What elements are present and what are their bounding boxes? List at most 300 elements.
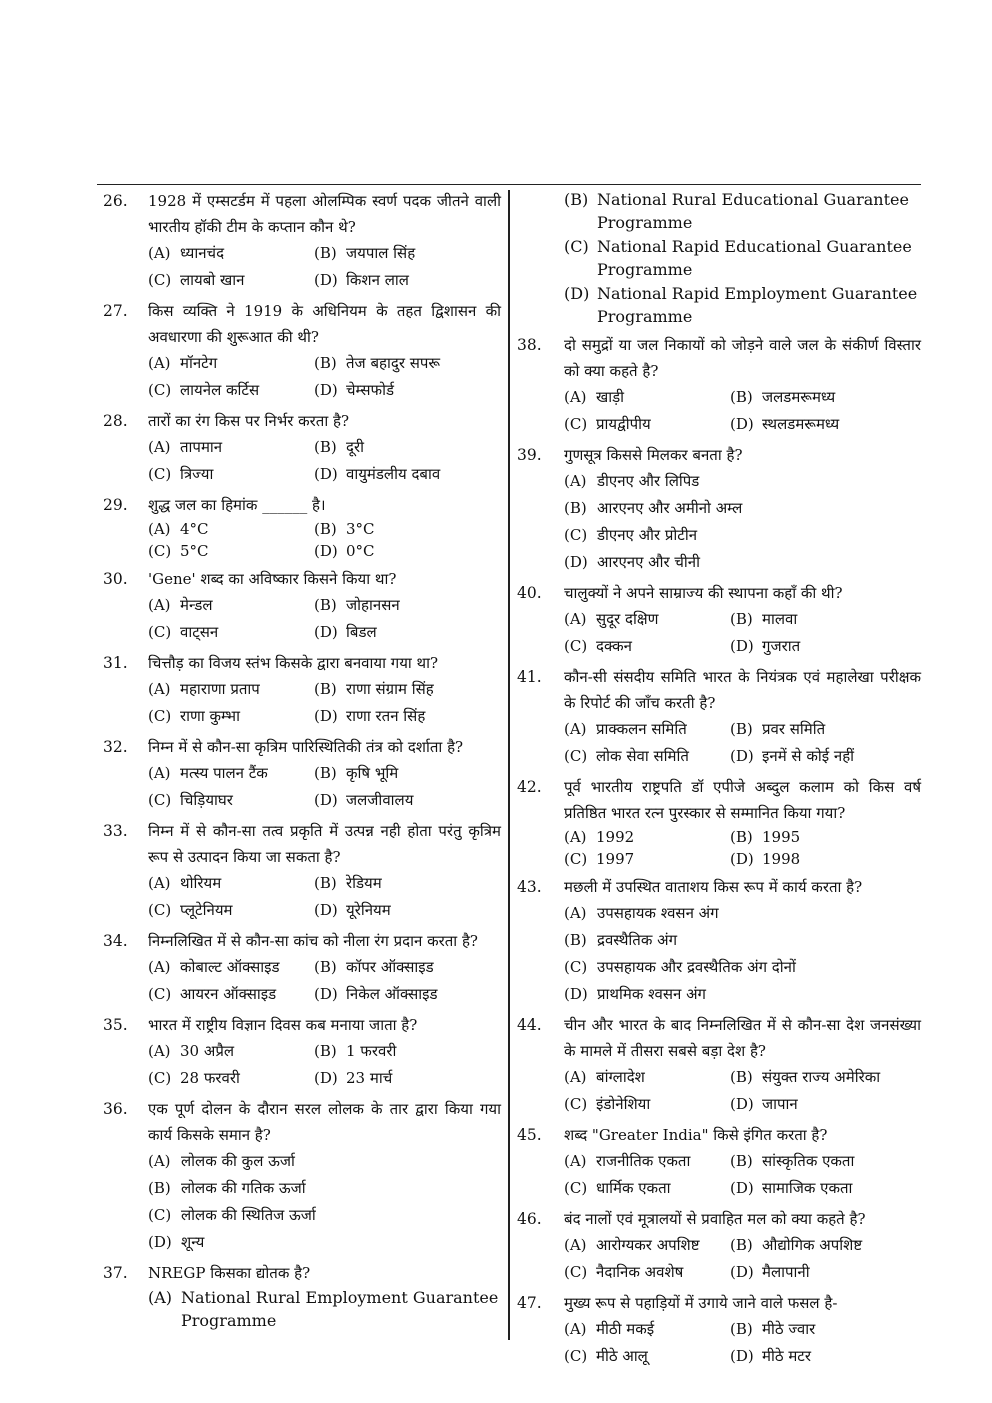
option[interactable]	[564, 282, 921, 328]
options-grid	[148, 518, 501, 562]
option[interactable]	[148, 676, 314, 703]
option-label: (A)	[148, 1152, 171, 1170]
option-label: (C)	[564, 1263, 588, 1281]
question-text: पूर्व भारतीय राष्ट्रपति डॉ एपीजे अब्दुल कलाम को किस वर्ष प्रतिष्ठित भारत रत्न पुरस्कार से सम्मानित किया गया?	[564, 778, 921, 822]
option-label: (D)	[730, 850, 754, 868]
option[interactable]	[148, 1229, 501, 1256]
option[interactable]	[564, 1175, 730, 1202]
option[interactable]	[730, 1232, 921, 1259]
question	[513, 1012, 921, 1118]
option-text: जोहानसन	[346, 596, 400, 614]
option[interactable]	[564, 235, 921, 281]
option[interactable]	[564, 716, 730, 743]
question-number: 33.	[103, 822, 128, 840]
question	[97, 492, 501, 562]
option-label: (A)	[148, 596, 171, 614]
option-label: (D)	[314, 465, 338, 483]
option[interactable]	[314, 540, 501, 562]
option-label: (B)	[730, 720, 753, 738]
question-text: चीन और भारत के बाद निम्नलिखित में से कौन-सा देश जनसंख्या के मामले में तीसरा सबसे बड़ा देश है?	[564, 1016, 921, 1060]
option[interactable]	[314, 1065, 501, 1092]
option[interactable]	[730, 1343, 921, 1370]
option[interactable]	[148, 897, 314, 924]
question-number: 47.	[517, 1294, 542, 1312]
option[interactable]	[148, 540, 314, 562]
option-label: (B)	[314, 1042, 337, 1060]
option-text: वायुमंडलीय दबाव	[346, 465, 441, 483]
option-text: राणा रतन सिंह	[346, 707, 426, 725]
option-text: जलजीवालय	[346, 791, 414, 809]
option-label: (B)	[314, 354, 337, 372]
option-label: (A)	[148, 764, 171, 782]
option[interactable]	[564, 384, 730, 411]
option-label: (B)	[730, 388, 753, 406]
option-text: निकेल ऑक्साइड	[346, 985, 438, 1003]
option-text: यूरेनियम	[346, 901, 391, 919]
question-text: चालुक्यों ने अपने साम्राज्य की स्थापना कहाँ की थी?	[564, 584, 843, 602]
option-label: (A)	[148, 438, 171, 456]
option-label: (D)	[314, 707, 338, 725]
question-number: 40.	[517, 584, 542, 602]
question	[513, 332, 921, 438]
option-text: मीठे मटर	[762, 1347, 812, 1365]
option-text: 28 फरवरी	[180, 1069, 240, 1087]
option-text: National Rapid Employment Guarantee Programme	[597, 284, 918, 326]
question-text: चित्तौड़ का विजय स्तंभ किसके द्वारा बनवाया गया था?	[148, 654, 439, 672]
option[interactable]	[314, 760, 501, 787]
option[interactable]	[314, 787, 501, 814]
option-text: मालवा	[762, 610, 798, 628]
option-text: 3°C	[346, 520, 375, 538]
option-label: (A)	[564, 1152, 587, 1170]
option-label: (C)	[148, 707, 172, 725]
option-text: कोबाल्ट ऑक्साइड	[180, 958, 280, 976]
option-label: (A)	[148, 680, 171, 698]
option[interactable]	[564, 606, 730, 633]
option-text: राणा कुम्भा	[180, 707, 240, 725]
question-text: निम्नलिखित में से कौन-सा कांच को नीला रंग प्रदान करता है?	[148, 932, 478, 950]
question-text: 1928 में एम्सटर्डम में पहला ओलम्पिक स्वर्ण पदक जीतने वाली भारतीय हॉकी टीम के कप्तान कौन थे?	[148, 192, 501, 236]
option-text: प्रवर समिति	[762, 720, 826, 738]
option-text: शून्य	[181, 1233, 205, 1251]
option-text: 1 फरवरी	[346, 1042, 397, 1060]
option-label: (D)	[730, 1095, 754, 1113]
option-label: (A)	[564, 1236, 587, 1254]
option-label: (C)	[564, 958, 588, 976]
options-grid	[148, 954, 501, 1008]
option-text: उपसहायक श्वसन अंग	[597, 904, 719, 922]
question-number: 37.	[103, 1264, 128, 1282]
question-number: 30.	[103, 570, 128, 588]
option-text: थोरियम	[180, 874, 222, 892]
option-text: सुदूर दक्षिण	[596, 610, 659, 628]
option[interactable]	[148, 981, 314, 1008]
option-text: प्राक्कलन समिति	[596, 720, 687, 738]
option-label: (A)	[564, 388, 587, 406]
options-grid	[148, 676, 501, 730]
options-grid	[564, 1232, 921, 1286]
option[interactable]	[564, 188, 921, 234]
question-number: 45.	[517, 1126, 542, 1144]
question-number: 26.	[103, 192, 128, 210]
option[interactable]	[148, 703, 314, 730]
question	[97, 734, 501, 814]
question-text: तारों का रंग किस पर निर्भर करता है?	[148, 412, 350, 430]
options-grid	[564, 384, 921, 438]
column-divider	[508, 190, 510, 1340]
option-text: राणा संग्राम सिंह	[346, 680, 434, 698]
option[interactable]	[148, 1286, 501, 1332]
option-label: (A)	[564, 1068, 587, 1086]
option-label: (C)	[564, 237, 589, 256]
option[interactable]	[564, 495, 921, 522]
option-text: आयरन ऑक्साइड	[180, 985, 277, 1003]
option[interactable]	[148, 787, 314, 814]
option-text: जापान	[762, 1095, 798, 1113]
option-text: मत्स्य पालन टैंक	[180, 764, 268, 782]
option-label: (C)	[564, 850, 588, 868]
option-label: (B)	[314, 874, 337, 892]
option-label: (B)	[564, 190, 589, 209]
option-label: (B)	[564, 931, 587, 949]
option-label: (A)	[564, 828, 587, 846]
option[interactable]	[148, 1148, 501, 1175]
option-text: आरएनए और चीनी	[597, 553, 701, 571]
option-text: महाराणा प्रताप	[180, 680, 260, 698]
option-label: (C)	[148, 271, 172, 289]
option-label: (B)	[730, 1236, 753, 1254]
question	[97, 1012, 501, 1092]
option-text: चिड़ियाघर	[180, 791, 233, 809]
option[interactable]	[314, 1038, 501, 1065]
option[interactable]	[314, 870, 501, 897]
option-label: (B)	[730, 1320, 753, 1338]
option[interactable]	[564, 1343, 730, 1370]
option-text: 1995	[762, 828, 801, 846]
option[interactable]	[314, 240, 501, 267]
option-label: (C)	[564, 1347, 588, 1365]
question	[97, 818, 501, 924]
option[interactable]	[314, 461, 501, 488]
option-label: (D)	[730, 1179, 754, 1197]
option[interactable]	[564, 468, 921, 495]
option-text: मीठे ज्वार	[762, 1320, 816, 1338]
option-label: (C)	[564, 637, 588, 655]
options-grid	[564, 1316, 921, 1370]
option[interactable]	[148, 870, 314, 897]
options-grid	[148, 870, 501, 924]
option-text: वाट्सन	[180, 623, 219, 641]
option[interactable]	[564, 954, 921, 981]
question-text: गुणसूत्र किससे मिलकर बनता है?	[564, 446, 743, 464]
option-text: डीएनए और लिपिड	[597, 472, 700, 490]
option[interactable]	[730, 826, 921, 848]
option-label: (C)	[148, 381, 172, 399]
option-label: (B)	[314, 764, 337, 782]
option-label: (B)	[730, 1068, 753, 1086]
question-number: 28.	[103, 412, 128, 430]
option-label: (C)	[564, 1179, 588, 1197]
option[interactable]	[730, 848, 921, 870]
option-text: रेडियम	[346, 874, 382, 892]
option-text: 1998	[762, 850, 801, 868]
option-text: 5°C	[180, 542, 209, 560]
options-grid	[564, 606, 921, 660]
option-label: (C)	[564, 747, 588, 765]
option-text: ध्यानचंद	[180, 244, 225, 262]
option-text: त्रिज्या	[180, 465, 214, 483]
option[interactable]	[314, 703, 501, 730]
option-text: जलडमरूमध्य	[762, 388, 836, 406]
option[interactable]	[564, 1232, 730, 1259]
left-column	[97, 188, 501, 1336]
question-text: शब्द "Greater India" किसे इंगित करता है?	[564, 1126, 828, 1144]
option[interactable]	[564, 549, 921, 576]
option[interactable]	[564, 900, 921, 927]
question-text: निम्न में से कौन-सा कृत्रिम पारिस्थितिकी तंत्र को दर्शाता है?	[148, 738, 464, 756]
option-label: (D)	[148, 1233, 172, 1251]
option[interactable]	[564, 411, 730, 438]
option-text: चेम्सफोर्ड	[346, 381, 395, 399]
option-label: (D)	[314, 381, 338, 399]
option[interactable]	[314, 676, 501, 703]
option-text: मॉनटेग	[180, 354, 218, 372]
option-label: (D)	[730, 747, 754, 765]
option[interactable]	[730, 384, 921, 411]
option-label: (D)	[314, 623, 338, 641]
option-text: राजनीतिक एकता	[596, 1152, 691, 1170]
option-label: (D)	[314, 1069, 338, 1087]
option-text: किशन लाल	[346, 271, 409, 289]
option-text: National Rapid Educational Guarantee Programme	[597, 237, 912, 279]
question-number: 31.	[103, 654, 128, 672]
option[interactable]	[564, 848, 730, 870]
option-text: लोक सेवा समिति	[596, 747, 689, 765]
question-text: कौन-सी संसदीय समिति भारत के नियंत्रक एवं महालेखा परीक्षक के रिपोर्ट की जाँच करती है?	[564, 668, 921, 712]
option-text: National Rural Employment Guarantee Programme	[181, 1288, 499, 1330]
question	[97, 928, 501, 1008]
question	[513, 442, 921, 576]
option[interactable]	[314, 592, 501, 619]
question	[513, 1206, 921, 1286]
option[interactable]	[730, 1175, 921, 1202]
question-number: 46.	[517, 1210, 542, 1228]
question	[513, 774, 921, 870]
option-label: (D)	[730, 415, 754, 433]
question-number: 43.	[517, 878, 542, 896]
option-text: प्लूटेनियम	[180, 901, 233, 919]
question-text: मछली में उपस्थित वाताशय किस रूप में कार्य करता है?	[564, 878, 863, 896]
option-label: (D)	[730, 1263, 754, 1281]
option-text: मैलापानी	[762, 1263, 810, 1281]
option[interactable]	[564, 743, 730, 770]
option[interactable]	[564, 633, 730, 660]
option[interactable]	[314, 981, 501, 1008]
option[interactable]	[730, 716, 921, 743]
option[interactable]	[148, 267, 314, 294]
option[interactable]	[148, 954, 314, 981]
options-grid	[564, 1148, 921, 1202]
option-label: (A)	[564, 1320, 587, 1338]
option[interactable]	[564, 826, 730, 848]
question-text: एक पूर्ण दोलन के दौरान सरल लोलक के तार द्वारा किया गया कार्य किसके समान है?	[148, 1100, 501, 1144]
question	[513, 1290, 921, 1370]
option-text: धार्मिक एकता	[596, 1179, 671, 1197]
question-text: किस व्यक्ति ने 1919 के अधिनियम के तहत द्विशासन की अवधारणा की शुरूआत की थी?	[148, 302, 501, 346]
option[interactable]	[314, 350, 501, 377]
option-text: इंडोनेशिया	[596, 1095, 651, 1113]
option-label: (C)	[148, 465, 172, 483]
option-label: (D)	[314, 901, 338, 919]
option[interactable]	[730, 1091, 921, 1118]
option[interactable]	[314, 619, 501, 646]
option-text: मीठी मकई	[596, 1320, 655, 1338]
option-text: तापमान	[180, 438, 223, 456]
option-label: (D)	[730, 637, 754, 655]
option-label: (A)	[564, 610, 587, 628]
option-label: (C)	[148, 542, 172, 560]
option-label: (C)	[564, 526, 588, 544]
option-text: लायनेल कर्टिस	[180, 381, 260, 399]
option-text: National Rural Educational Guarantee Programme	[597, 190, 909, 232]
option-label: (B)	[314, 680, 337, 698]
option-text: सांस्कृतिक एकता	[762, 1152, 855, 1170]
question-number: 32.	[103, 738, 128, 756]
option[interactable]	[730, 411, 921, 438]
question-number: 27.	[103, 302, 128, 320]
option-label: (B)	[314, 596, 337, 614]
question-text: मुख्य रूप से पहाड़ियों में उगाये जाने वाले फसल है-	[564, 1294, 838, 1312]
option-text: लोलक की गतिक ऊर्जा	[181, 1179, 306, 1197]
option-label: (D)	[730, 1347, 754, 1365]
options-grid	[148, 434, 501, 488]
option[interactable]	[148, 1202, 501, 1229]
option[interactable]	[148, 240, 314, 267]
option[interactable]	[314, 954, 501, 981]
question	[513, 580, 921, 660]
option-text: खाड़ी	[596, 388, 625, 406]
option-label: (B)	[148, 1179, 171, 1197]
option[interactable]	[564, 927, 921, 954]
option-text: प्रायद्वीपीय	[596, 415, 651, 433]
option[interactable]	[314, 267, 501, 294]
option[interactable]	[148, 350, 314, 377]
option[interactable]	[564, 522, 921, 549]
option-label: (D)	[564, 284, 590, 303]
options-grid	[564, 716, 921, 770]
question	[97, 566, 501, 646]
option-text: 4°C	[180, 520, 209, 538]
option[interactable]	[730, 633, 921, 660]
option-text: लोलक की कुल ऊर्जा	[181, 1152, 295, 1170]
question	[97, 1096, 501, 1256]
option-label: (A)	[148, 1042, 171, 1060]
option[interactable]	[564, 1091, 730, 1118]
question-text: NREGP किसका द्योतक है?	[148, 1264, 311, 1282]
question-number: 42.	[517, 778, 542, 796]
option-text: कृषि भूमि	[346, 764, 399, 782]
option[interactable]	[148, 619, 314, 646]
option[interactable]	[564, 1316, 730, 1343]
option-text: दूरी	[346, 438, 364, 456]
option[interactable]	[148, 592, 314, 619]
option-text: बांग्लादेश	[596, 1068, 645, 1086]
option[interactable]	[730, 743, 921, 770]
option-text: डीएनए और प्रोटीन	[597, 526, 698, 544]
option[interactable]	[564, 1064, 730, 1091]
option[interactable]	[148, 1038, 314, 1065]
question	[97, 298, 501, 404]
option[interactable]	[564, 981, 921, 1008]
option[interactable]	[148, 1175, 501, 1202]
question-number: 38.	[517, 336, 542, 354]
option-text: 23 मार्च	[346, 1069, 393, 1087]
option-label: (A)	[148, 354, 171, 372]
option[interactable]	[148, 518, 314, 540]
option[interactable]	[564, 1148, 730, 1175]
option-label: (D)	[564, 985, 588, 1003]
option[interactable]	[730, 1064, 921, 1091]
option-label: (A)	[148, 520, 171, 538]
question-number: 29.	[103, 496, 128, 514]
option-label: (C)	[148, 901, 172, 919]
option[interactable]	[730, 1148, 921, 1175]
options-grid	[148, 592, 501, 646]
question-text: 'Gene' शब्द का अविष्कार किसने किया था?	[148, 570, 397, 588]
option[interactable]	[564, 1259, 730, 1286]
option-text: गुजरात	[762, 637, 801, 655]
option-text: कॉपर ऑक्साइड	[346, 958, 434, 976]
option-label: (B)	[730, 1152, 753, 1170]
option-label: (A)	[148, 874, 171, 892]
option[interactable]	[730, 1259, 921, 1286]
option-text: जयपाल सिंह	[346, 244, 416, 262]
option-label: (C)	[148, 623, 172, 641]
option-text: नैदानिक अवशेष	[596, 1263, 684, 1281]
option-label: (C)	[148, 791, 172, 809]
option[interactable]	[148, 760, 314, 787]
option[interactable]	[314, 897, 501, 924]
option[interactable]	[314, 518, 501, 540]
option-label: (B)	[314, 958, 337, 976]
question	[97, 1260, 501, 1332]
option-label: (A)	[148, 958, 171, 976]
option-label: (B)	[314, 438, 337, 456]
question-text: बंद नालों एवं मूत्रालयों से प्रवाहित मल को क्या कहते है?	[564, 1210, 866, 1228]
option[interactable]	[314, 377, 501, 404]
question-number: 44.	[517, 1016, 542, 1034]
option[interactable]	[730, 606, 921, 633]
option[interactable]	[148, 461, 314, 488]
option[interactable]	[148, 434, 314, 461]
option[interactable]	[148, 1065, 314, 1092]
option-text: दक्कन	[596, 637, 632, 655]
question	[97, 408, 501, 488]
option-label: (B)	[314, 520, 337, 538]
option[interactable]	[730, 1316, 921, 1343]
option[interactable]	[314, 434, 501, 461]
question-number: 41.	[517, 668, 542, 686]
option[interactable]	[148, 377, 314, 404]
top-rule	[97, 184, 921, 185]
options-grid	[148, 1038, 501, 1092]
option-label: (A)	[564, 472, 587, 490]
question-text: दो समुद्रों या जल निकायों को जोड़ने वाले जल के संकीर्ण विस्तार को क्या कहते है?	[564, 336, 921, 380]
option-label: (D)	[314, 271, 338, 289]
question-number: 39.	[517, 446, 542, 464]
option-label: (D)	[564, 553, 588, 571]
question	[513, 664, 921, 770]
